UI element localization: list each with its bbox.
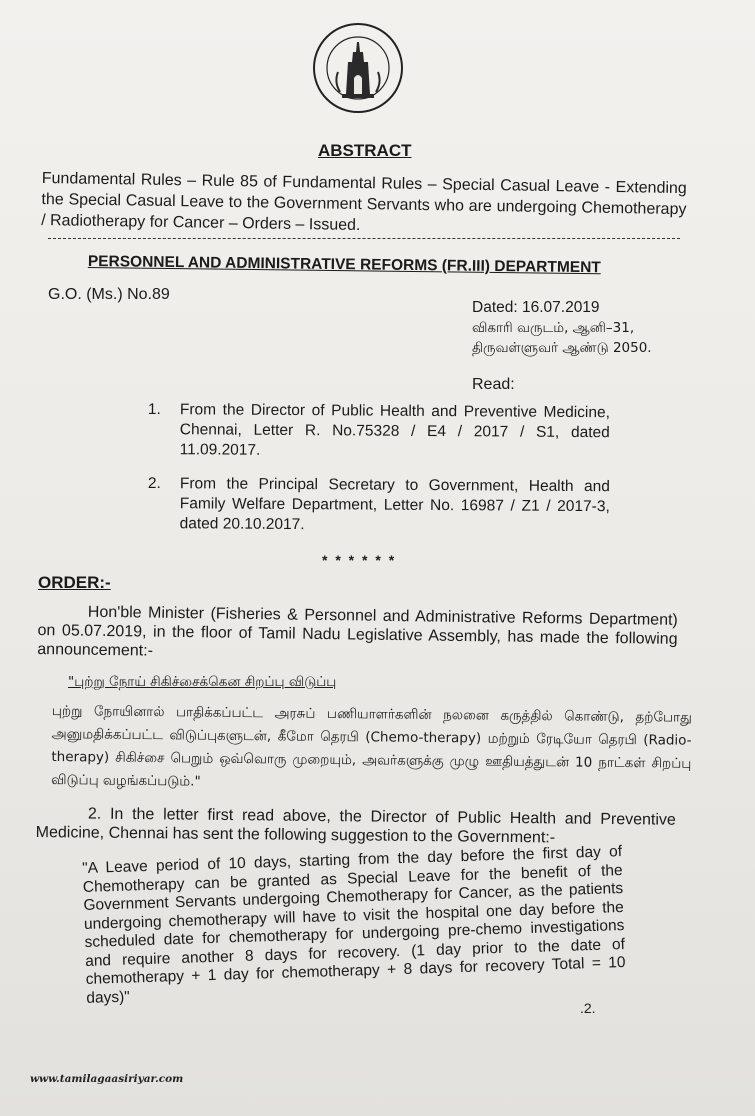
read-label: Read: (472, 376, 515, 393)
suggestion-quote: "A Leave period of 10 days, starting from the day before the first day of Chemotherapy can be granted as Special Leave for the benefit of the Government Servants undergoing Chemotherapy for Cancer, as the patients undergoing chemotherapy will have to visit the hospital one day before the scheduled date for chemotherapy for undergoing pre-chemo investigations and require another 8 days for recovery. (1 day prior to the date of chemotherapy + 1 day for chemotherapy + 8 days for recovery Total = 10 days)" (82, 843, 626, 1007)
temple-gopuram-icon (312, 22, 404, 114)
star-separator: * * * * * * (322, 552, 397, 568)
government-emblem-icon (312, 22, 404, 114)
reference-text: From the Principal Secretary to Government, Health and Family Welfare Department, Letter No. 16987 / Z1 / 2017-3, dated 20.10.2017. (179, 475, 610, 534)
dated-block (472, 298, 652, 358)
department-heading: PERSONNEL AND ADMINISTRATIVE REFORMS (FR.III) DEPARTMENT (87, 253, 601, 277)
reference-number: 2. (147, 474, 161, 493)
order-paragraph-2: 2. In the letter first read above, the Director of Public Health and Preventive Medicine, Chennai has sent the following suggestion to the Government:- (35, 805, 676, 847)
abstract-title: ABSTRACT (318, 141, 412, 160)
dashed-divider (48, 238, 680, 239)
watermark-url: www.tamilagaasiriyar.com (30, 1073, 184, 1085)
dated-thiruvalluvar-year: திருவள்ளுவர் ஆண்டு 2050. (472, 340, 652, 356)
tamil-announcement-title: "புற்று நோய் சிகிச்சைக்கென சிறப்பு விடுப்பு (68, 674, 337, 690)
go-number: G.O. (Ms.) No.89 (48, 286, 170, 303)
abstract-subject: Fundamental Rules – Rule 85 of Fundamental Rules – Special Casual Leave - Extending the Special Casual Leave to the Government Servants who are undergoing Chemotherapy / Radiotherapy for Cancer – Orders – Issued. (41, 169, 687, 235)
tamil-announcement-body: புற்று நோயினால் பாதிக்கப்பட்ட அரசுப் பணியாளர்களின் நலனை கருத்தில் கொண்டு, தற்போது அனுமதிக்கப்பட்ட விடுப்புகளுடன், கீமோ தெரபி (Chemo-therapy) மற்றும் ரேடியோ தெரபி (Radio-therapy) சிகிச்சை பெறும் ஒவ்வொரு முறையும், அவர்களுக்கு முழு ஊதியத்துடன் 10 நாட்கள் சிறப்பு விடுப்பு வழங்கப்படும்." (51, 702, 692, 790)
next-page-marker: .2. (580, 1000, 596, 1016)
dated-tamil-year: விகாரி வருடம், ஆனி–31, (472, 320, 635, 336)
order-paragraph-1: Hon'ble Minister (Fisheries & Personnel and Administrative Reforms Department) on 05.07.2019, in the floor of Tamil Nadu Legislative Assembly, has made the following announcement:- (37, 603, 678, 660)
reference-item (148, 400, 610, 463)
dated-english: Dated: 16.07.2019 (472, 299, 600, 316)
reference-item (148, 474, 610, 537)
reference-list (148, 400, 610, 548)
reference-text: From the Director of Public Health and Preventive Medicine, Chennai, Letter R. No.75328 / E4 / 2017 / S1, dated 11.09.2017. (179, 401, 610, 459)
reference-number: 1. (147, 400, 161, 419)
order-heading: ORDER:- (38, 573, 111, 592)
